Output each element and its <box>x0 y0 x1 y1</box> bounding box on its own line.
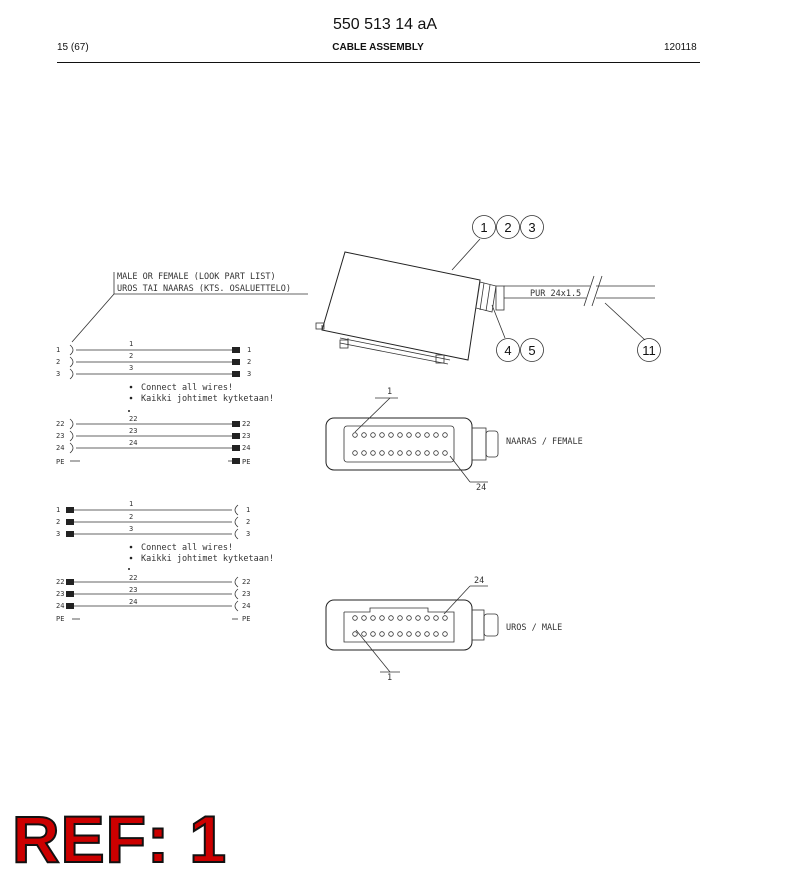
t2-mid-num-24: 24 <box>129 598 138 606</box>
t1-left-num-24: 24 <box>56 444 65 452</box>
t1-right-num-3: 3 <box>247 370 252 378</box>
t2-left-num-2: 2 <box>56 518 61 526</box>
balloon-5-label: 5 <box>528 343 536 358</box>
t1-left-num-3: 3 <box>56 370 61 378</box>
instruction-kytketaan-1: Kaikki johtimet kytketaan! <box>141 394 275 404</box>
balloon-1-label: 1 <box>480 220 488 235</box>
t2-right-pe: PE <box>242 615 251 623</box>
t1-left-num-23: 23 <box>56 432 65 440</box>
male-connector-face <box>326 586 498 672</box>
female-connector-face <box>326 398 498 482</box>
t1-mid-num-24: 24 <box>129 439 138 447</box>
t2-left-pe: PE <box>56 615 65 623</box>
note-line-1: MALE OR FEMALE (LOOK PART LIST) <box>117 272 276 282</box>
t2-right-num-24: 24 <box>242 602 251 610</box>
t1-left-num-2: 2 <box>56 358 61 366</box>
male-pin-first-label: 1 <box>387 673 393 683</box>
t1-mid-num-22: 22 <box>129 415 138 423</box>
t1-right-num-22: 22 <box>242 420 251 428</box>
t2-left-num-1: 1 <box>56 506 61 514</box>
t1-mid-num-23: 23 <box>129 427 138 435</box>
document-date: 120118 <box>664 42 697 53</box>
t2-right-num-22: 22 <box>242 578 251 586</box>
t1-right-num-1: 1 <box>247 346 252 354</box>
t1-mid-num-2: 2 <box>129 352 134 360</box>
ref-stamp: REF: 1 <box>12 802 228 876</box>
t2-left-num-3: 3 <box>56 530 61 538</box>
male-pin-last-label: 24 <box>474 576 485 586</box>
instruction-kytketaan-2: Kaikki johtimet kytketaan! <box>141 554 275 564</box>
document-number: 550 513 14 aA <box>332 16 438 33</box>
t2-mid-num-3: 3 <box>129 525 134 533</box>
t1-right-num-23: 23 <box>242 432 251 440</box>
t2-mid-num-1: 1 <box>129 500 134 508</box>
female-pin-first-label: 1 <box>387 387 393 397</box>
pin-holes <box>353 433 448 637</box>
balloon-3-label: 3 <box>528 220 536 235</box>
t2-mid-num-22: 22 <box>129 574 138 582</box>
t1-left-num-22: 22 <box>56 420 65 428</box>
t1-mid-num-1: 1 <box>129 340 134 348</box>
t2-mid-num-23: 23 <box>129 586 138 594</box>
female-pin-last-label: 24 <box>476 483 487 493</box>
balloon-4-label: 4 <box>504 343 512 358</box>
t1-right-num-2: 2 <box>247 358 252 366</box>
t1-mid-num-3: 3 <box>129 364 134 372</box>
female-label: NAARAS / FEMALE <box>506 437 583 447</box>
t2-left-num-24: 24 <box>56 602 65 610</box>
t2-right-num-23: 23 <box>242 590 251 598</box>
section-title: CABLE ASSEMBLY <box>332 42 424 53</box>
t2-left-num-22: 22 <box>56 578 65 586</box>
note-line-2: UROS TAI NAARAS (KTS. OSALUETTELO) <box>117 284 291 294</box>
instruction-connect-1: Connect all wires! <box>141 383 234 393</box>
t1-right-num-24: 24 <box>242 444 251 452</box>
instruction-connect-2: Connect all wires! <box>141 543 234 553</box>
t2-right-num-3: 3 <box>246 530 251 538</box>
t2-right-num-2: 2 <box>246 518 251 526</box>
t2-left-num-23: 23 <box>56 590 65 598</box>
t2-mid-num-2: 2 <box>129 513 134 521</box>
connector-housing-side-view <box>316 252 504 364</box>
page-number: 15 (67) <box>57 42 89 53</box>
male-label: UROS / MALE <box>506 623 563 633</box>
t2-right-num-1: 1 <box>246 506 251 514</box>
cable-spec-label: PUR 24x1.5 <box>530 289 582 299</box>
t1-left-pe: PE <box>56 458 65 466</box>
t1-right-pe: PE <box>242 458 251 466</box>
t1-left-num-1: 1 <box>56 346 61 354</box>
balloon-11-label: 11 <box>642 343 656 358</box>
balloon-2-label: 2 <box>504 220 512 235</box>
